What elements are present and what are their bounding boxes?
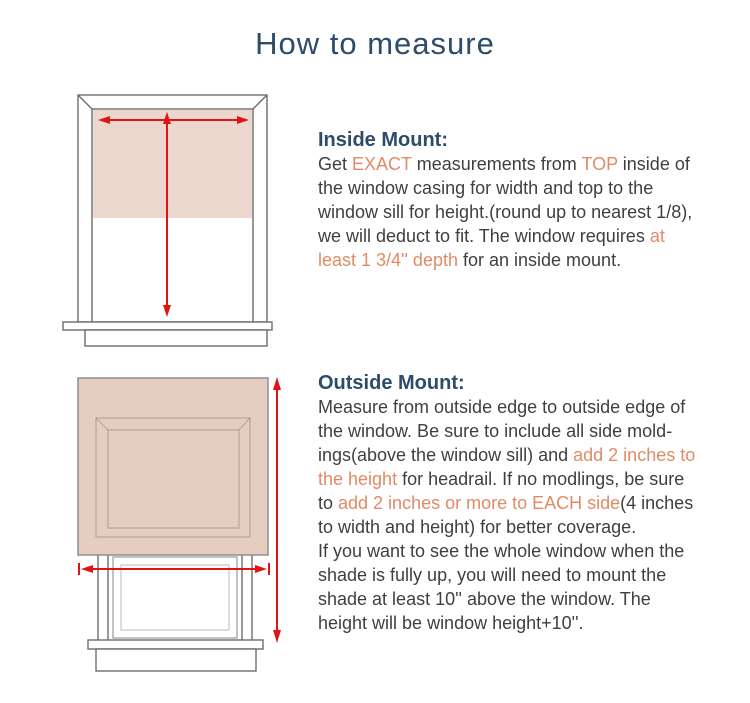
- shade-overlay: [93, 110, 252, 218]
- inside-mount-diagram: [60, 88, 290, 358]
- highlighted-text: add 2 inches or more to EACH side: [338, 493, 621, 513]
- highlighted-text: the height: [318, 469, 398, 489]
- highlighted-text: add 2 inches to: [573, 445, 696, 465]
- window-sill: [63, 322, 272, 330]
- window-apron: [85, 330, 267, 346]
- highlighted-text: TOP: [581, 154, 618, 174]
- height-measure-arrow: [273, 377, 281, 643]
- window-sill: [88, 640, 263, 649]
- page-title: How to measure: [255, 26, 495, 61]
- window-apron: [96, 649, 256, 671]
- outside-mount-diagram: [55, 370, 295, 682]
- inside-mount-body: Get EXACT measurements from TOP inside of the window casing for width and top to the window sill for height.(round up to nearest 1/8), we will deduct to fit. The window requires at least 1 3/4'' depth for an inside mount.: [318, 154, 693, 270]
- highlighted-text: at: [649, 226, 665, 246]
- inside-mount-heading: Inside Mount:: [318, 129, 448, 151]
- highlighted-text: least 1 3/4'' depth: [318, 250, 458, 270]
- outside-mount-heading: Outside Mount:: [318, 372, 465, 394]
- outside-mount-section: [318, 371, 748, 635]
- highlighted-text: EXACT: [352, 154, 412, 174]
- outside-mount-body: Measure from outside edge to outside edge of the window. Be sure to include all side mold- ings(above the window sill) and add 2 inches to the height for headrail. If no modlings, be sure to add 2 inches or more to EACH side(4 inches to width and height) for better coverage. If you want to see the whole window when the shade is fully up, you will need to mount the shade at least 10'' above the window. The height will be window height+10''.: [318, 397, 696, 633]
- inside-mount-section: [318, 128, 748, 272]
- lower-sash-glass: [121, 565, 229, 630]
